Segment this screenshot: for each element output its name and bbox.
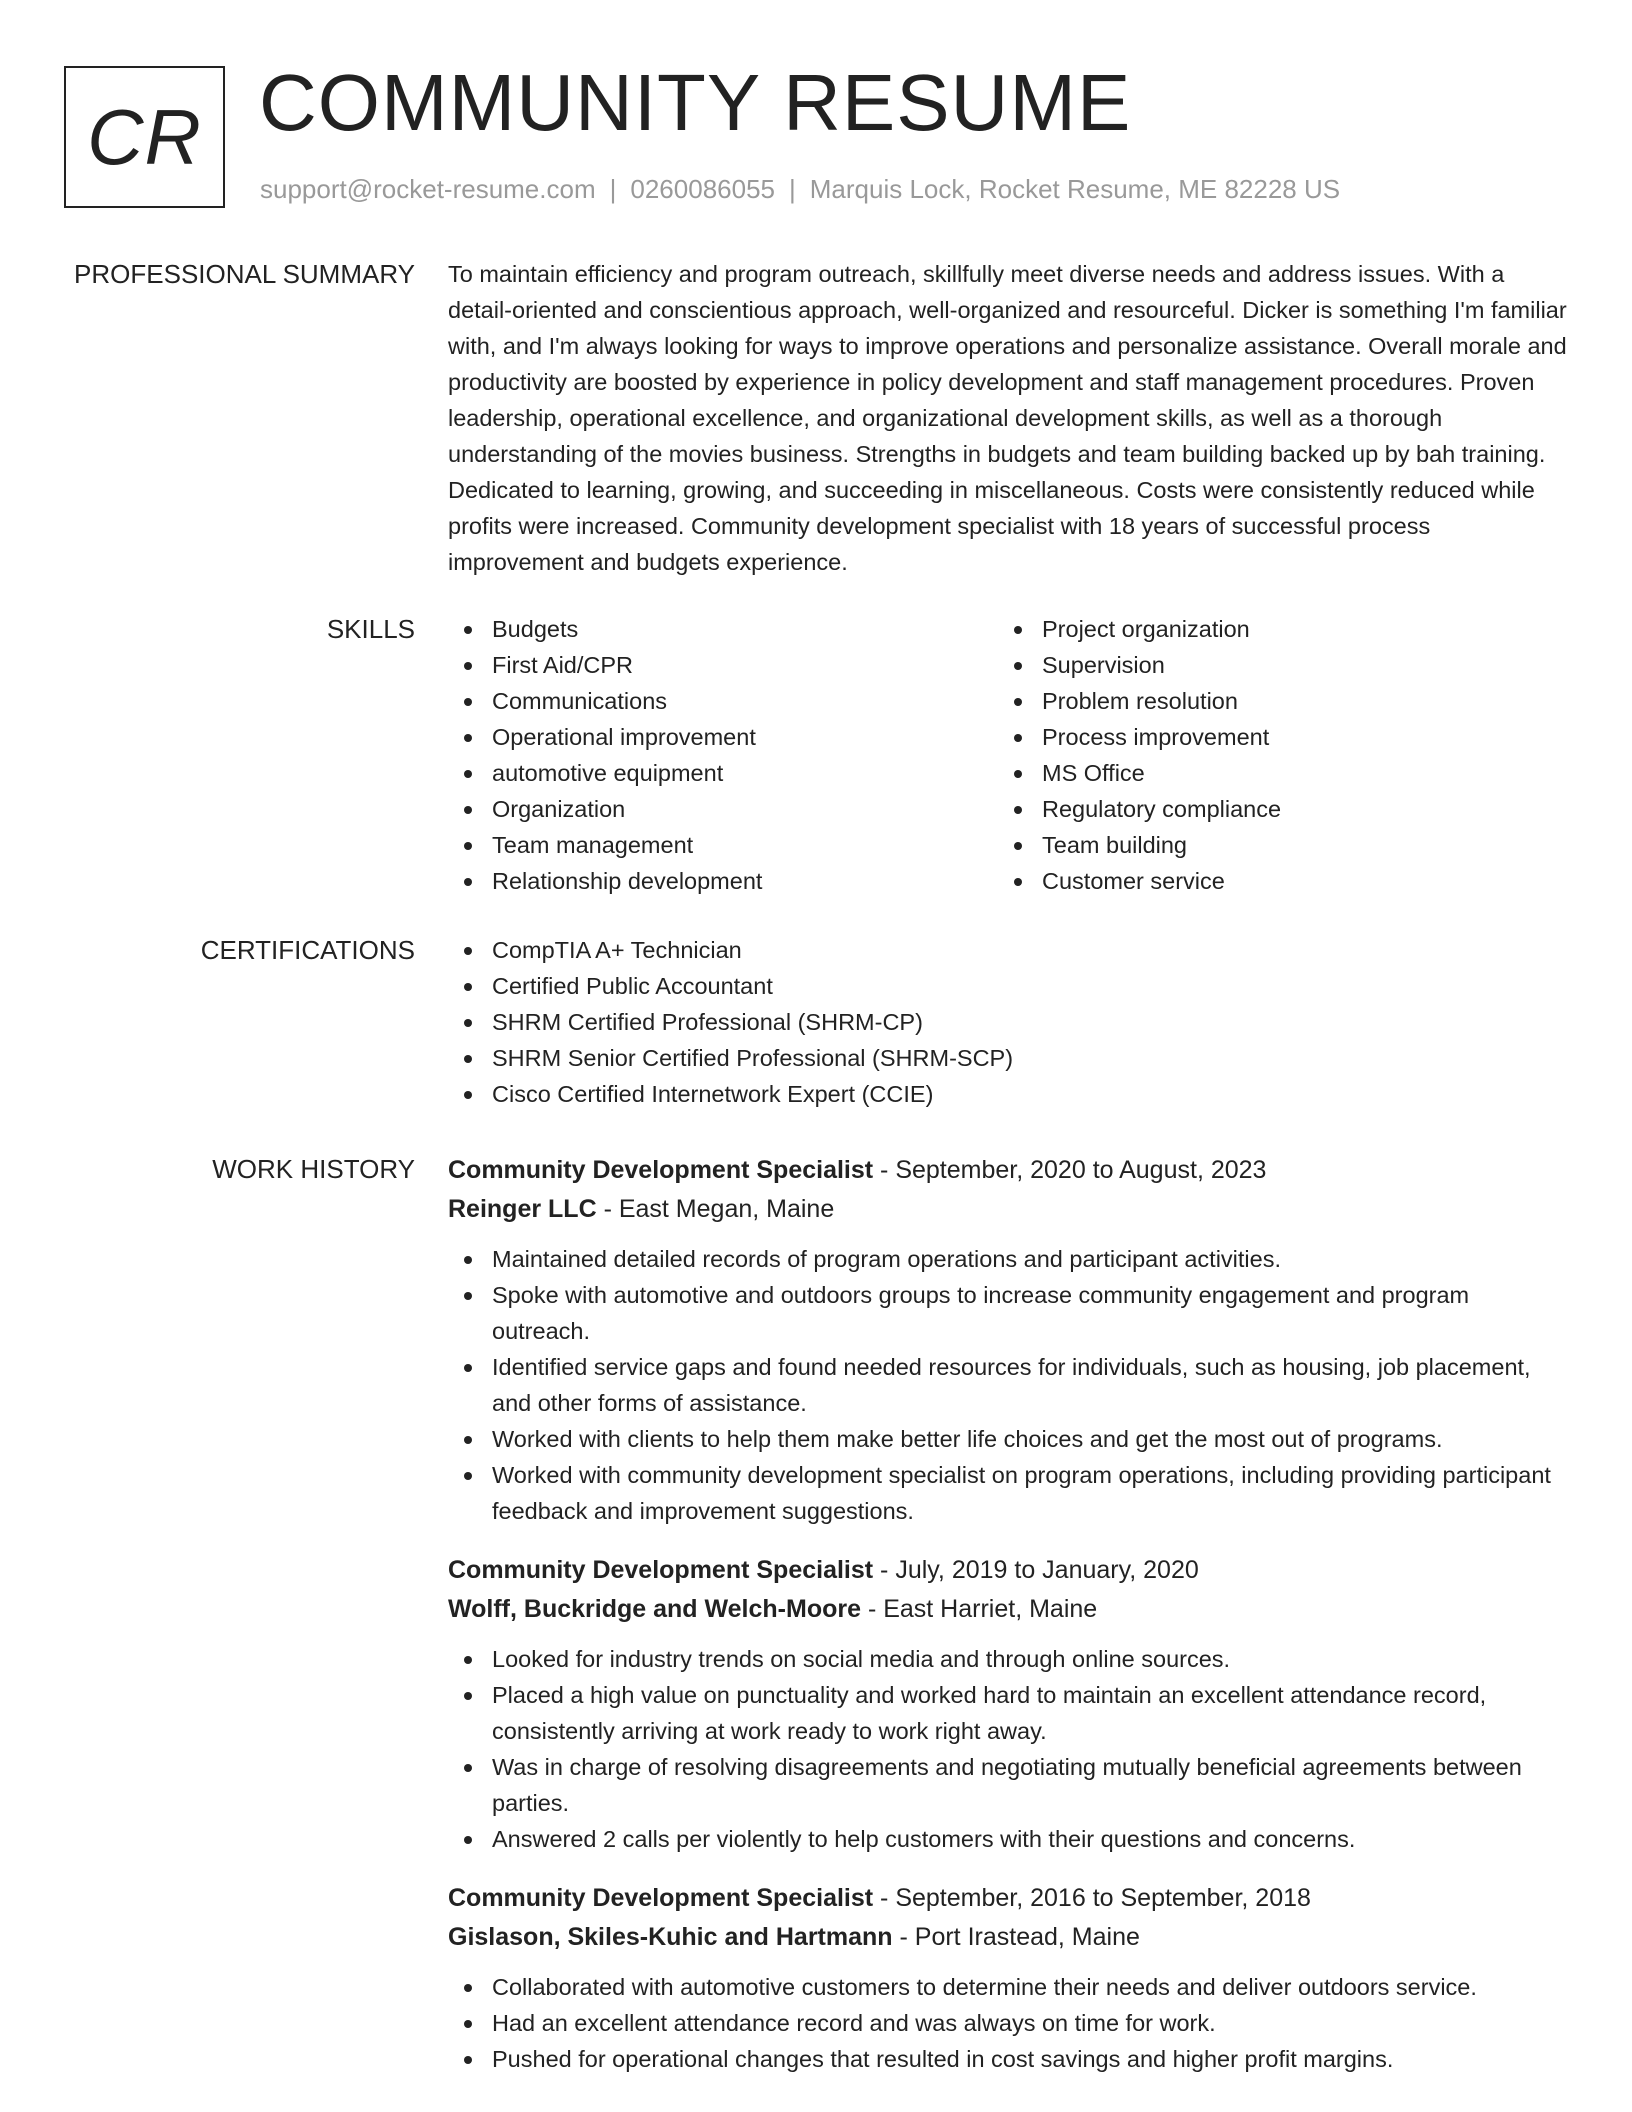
contact-separator: | xyxy=(789,174,796,204)
job-bullet: Collaborated with automotive customers to determine their needs and deliver outdoors service. xyxy=(448,1969,1568,2005)
job-title: Community Development Specialist xyxy=(448,1884,874,1912)
skill-item: Project organization xyxy=(998,611,1548,647)
job-dates: - September, 2016 to September, 2018 xyxy=(873,1884,1311,1912)
job-bullet: Answered 2 calls per violently to help customers with their questions and concerns. xyxy=(448,1821,1568,1857)
job-bullet: Looked for industry trends on social media and through online sources. xyxy=(448,1641,1568,1677)
skill-item: Process improvement xyxy=(998,719,1548,755)
job-company-line xyxy=(448,1918,1568,1957)
skill-item: Supervision xyxy=(998,647,1548,683)
job-company-line xyxy=(448,1590,1568,1629)
job-bullet: Worked with community development specialist on program operations, including providing participant feedback and improvement suggestions. xyxy=(448,1457,1568,1529)
job-bullets xyxy=(448,1969,1568,2077)
resume-name: COMMUNITY RESUME xyxy=(259,58,1132,147)
summary-text: To maintain efficiency and program outreach, skillfully meet diverse needs and address issues. With a detail-oriented and conscientious approach, well-organized and resourceful. Dicker is something I'm familiar with, and I'm always looking for ways to improve operations and personalize assistance. Overall morale and productivity are boosted by experience in policy development and staff management procedures. Proven leadership, operational excellence, and organizational development skills, as well as a thorough understanding of the movies business. Strengths in budgets and team building backed up by bah training. Dedicated to learning, growing, and succeeding in miscellaneous. Costs were consistently reduced while profits were increased. Community development specialist with 18 years of successful process improvement and budgets experience. xyxy=(448,261,1567,575)
job-company: Gislason, Skiles-Kuhic and Hartmann xyxy=(448,1923,893,1951)
skills-body xyxy=(448,611,1568,899)
job-dates: - July, 2019 to January, 2020 xyxy=(873,1556,1199,1584)
job-company-line xyxy=(448,1190,1568,1229)
job-dates: - September, 2020 to August, 2023 xyxy=(873,1156,1267,1184)
job-company: Reinger LLC xyxy=(448,1195,597,1223)
contact-address: Marquis Lock, Rocket Resume, ME 82228 US xyxy=(809,174,1341,204)
skills-list-left xyxy=(448,611,998,899)
job-location: - Port Irastead, Maine xyxy=(892,1923,1140,1951)
job-entry xyxy=(448,1151,1568,1529)
job-bullet: Maintained detailed records of program operations and participant activities. xyxy=(448,1241,1568,1277)
job-title-line xyxy=(448,1879,1568,1918)
skill-item: Communications xyxy=(448,683,998,719)
certifications-list xyxy=(448,932,1568,1112)
job-bullet: Placed a high value on punctuality and worked hard to maintain an excellent attendance record, consistently arriving at work ready to work right away. xyxy=(448,1677,1568,1749)
skill-item: automotive equipment xyxy=(448,755,998,791)
job-bullets xyxy=(448,1241,1568,1529)
certifications-body xyxy=(448,932,1568,1112)
skill-item: Team management xyxy=(448,827,998,863)
job-title-line xyxy=(448,1151,1568,1190)
skill-item: Operational improvement xyxy=(448,719,998,755)
monogram-initials: CR xyxy=(87,92,202,181)
work-history-label: WORK HISTORY xyxy=(212,1154,415,1184)
contact-email: support@rocket-resume.com xyxy=(260,174,596,204)
certification-item: CompTIA A+ Technician xyxy=(448,932,1568,968)
skill-item: Team building xyxy=(998,827,1548,863)
job-company: Wolff, Buckridge and Welch-Moore xyxy=(448,1595,861,1623)
certification-item: Certified Public Accountant xyxy=(448,968,1568,1004)
skill-item: Customer service xyxy=(998,863,1548,899)
job-location: - East Megan, Maine xyxy=(596,1195,835,1223)
skill-item: MS Office xyxy=(998,755,1548,791)
certification-item: SHRM Certified Professional (SHRM-CP) xyxy=(448,1004,1568,1040)
job-entry xyxy=(448,1879,1568,2077)
job-bullet: Worked with clients to help them make better life choices and get the most out of programs. xyxy=(448,1421,1568,1457)
job-bullet: Spoke with automotive and outdoors groups to increase community engagement and program outreach. xyxy=(448,1277,1568,1349)
skill-item: Relationship development xyxy=(448,863,998,899)
job-title: Community Development Specialist xyxy=(448,1156,874,1184)
job-entry xyxy=(448,1551,1568,1857)
monogram-box xyxy=(64,66,225,208)
summary-body xyxy=(448,256,1568,580)
skill-item: Regulatory compliance xyxy=(998,791,1548,827)
contact-line xyxy=(260,174,1340,205)
job-title: Community Development Specialist xyxy=(448,1556,874,1584)
skill-item: Organization xyxy=(448,791,998,827)
certification-item: Cisco Certified Internetwork Expert (CCIE) xyxy=(448,1076,1568,1112)
contact-separator: | xyxy=(609,174,617,204)
job-bullet: Identified service gaps and found needed resources for individuals, such as housing, job placement, and other forms of assistance. xyxy=(448,1349,1568,1421)
skills-label: SKILLS xyxy=(326,614,415,644)
certifications-label: CERTIFICATIONS xyxy=(200,935,415,965)
skills-list-right xyxy=(998,611,1548,899)
job-bullets xyxy=(448,1641,1568,1857)
job-bullet: Pushed for operational changes that resulted in cost savings and higher profit margins. xyxy=(448,2041,1568,2077)
contact-phone: 0260086055 xyxy=(630,174,775,204)
skill-item: First Aid/CPR xyxy=(448,647,998,683)
job-location: - East Harriet, Maine xyxy=(861,1595,1098,1623)
job-title-line xyxy=(448,1551,1568,1590)
job-bullet: Was in charge of resolving disagreements and negotiating mutually beneficial agreements between parties. xyxy=(448,1749,1568,1821)
job-bullet: Had an excellent attendance record and was always on time for work. xyxy=(448,2005,1568,2041)
skill-item: Problem resolution xyxy=(998,683,1548,719)
summary-label: PROFESSIONAL SUMMARY xyxy=(74,259,415,289)
skill-item: Budgets xyxy=(448,611,998,647)
certification-item: SHRM Senior Certified Professional (SHRM-SCP) xyxy=(448,1040,1568,1076)
work-history-body xyxy=(448,1151,1568,2099)
